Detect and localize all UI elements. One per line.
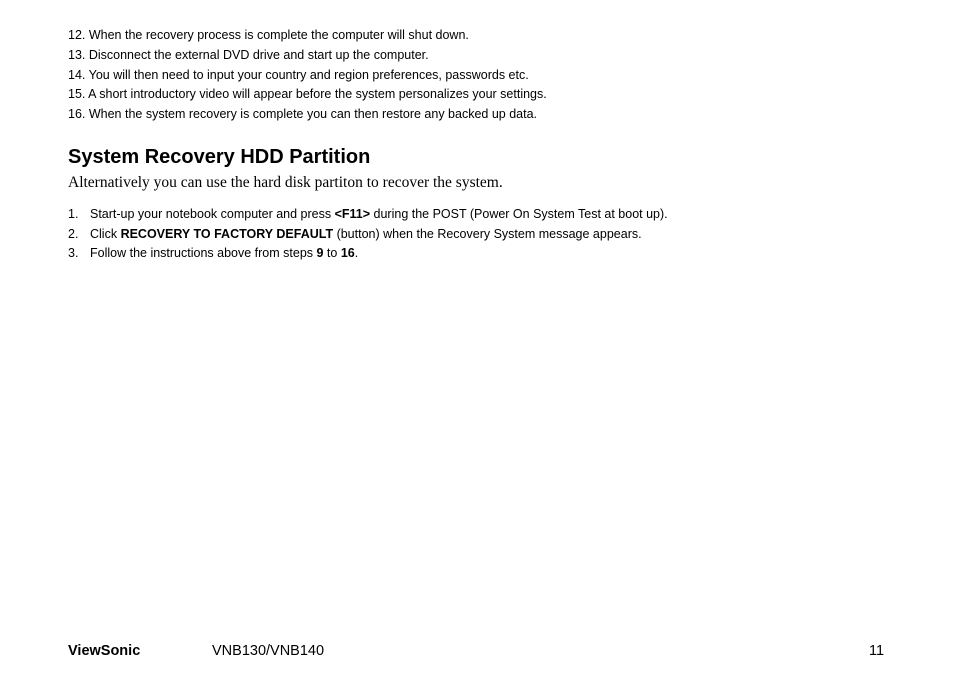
step-number: 2. xyxy=(68,226,79,241)
step-reference: 16 xyxy=(340,246,355,261)
step-reference: 9 xyxy=(316,246,324,261)
list-item xyxy=(68,244,668,264)
footer-brand: ViewSonic xyxy=(68,643,141,659)
section-heading: System Recovery HDD Partition xyxy=(68,146,371,168)
hdd-steps-list xyxy=(68,205,668,264)
list-item: 16. When the system recovery is complete you can then restore any backed up data. xyxy=(68,107,538,122)
list-item xyxy=(68,225,668,245)
section-intro: Alternatively you can use the hard disk partiton to recover the system. xyxy=(68,174,503,191)
list-item: 13. Disconnect the external DVD drive and start up the computer. xyxy=(68,47,429,62)
step-text: Click RECOVERY TO FACTORY DEFAULT (button) when the Recovery System message appears. xyxy=(90,226,642,241)
page-number: 11 xyxy=(869,643,885,659)
list-item: 12. When the recovery process is complete the computer will shut down. xyxy=(68,28,469,42)
list-item: 15. A short introductory video will appear before the system personalizes your settings. xyxy=(68,87,547,102)
step-text: Follow the instructions above from steps 9 to 16. xyxy=(90,246,359,261)
continued-steps-list xyxy=(68,26,547,125)
step-text: Start-up your notebook computer and press <F11> during the POST (Power On System Test at boot up). xyxy=(90,207,668,221)
footer-model: VNB130/VNB140 xyxy=(212,643,325,659)
step-number: 1. xyxy=(68,207,79,221)
list-item xyxy=(68,205,668,225)
key-name: <F11> xyxy=(334,207,371,221)
list-item: 14. You will then need to input your country and region preferences, passwords etc. xyxy=(68,67,529,82)
button-name: RECOVERY TO FACTORY DEFAULT xyxy=(120,226,334,241)
step-number: 3. xyxy=(68,246,79,261)
